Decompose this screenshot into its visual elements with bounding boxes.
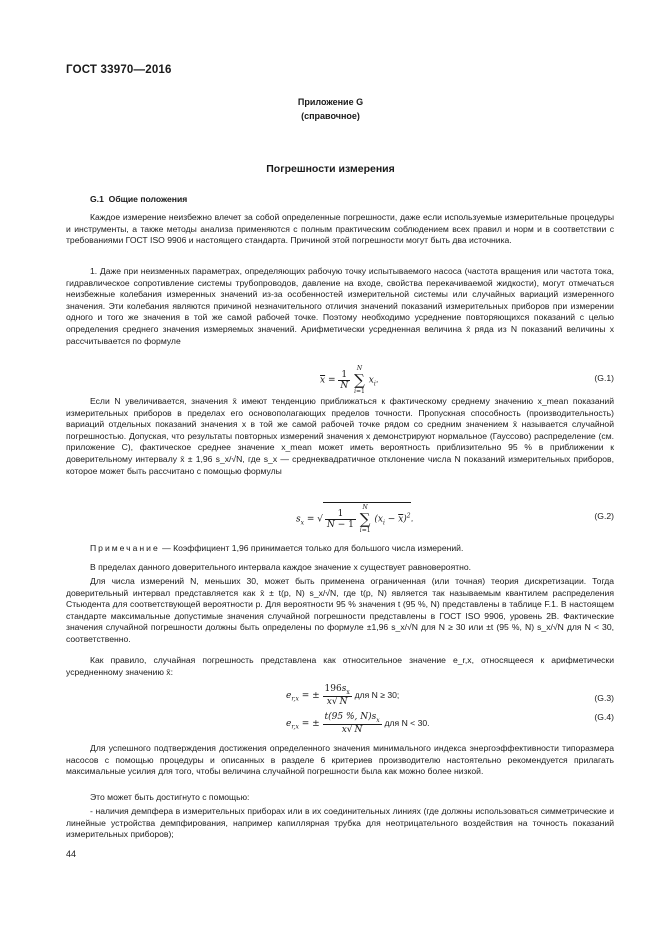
- equation-g1: [66, 364, 614, 394]
- equation-g2: [66, 500, 614, 536]
- formula-relative-error-large-n: $e_{r,x}$ = ± $\frac{196s_x}{\overline{x}√ N}$ для N ≥ 30;: [286, 684, 400, 707]
- formula-std-deviation: $s_x$ = √ $\frac{1}{N - 1}$ N ∑ i=1 $(x_i - \overline{x})^2$.: [296, 504, 414, 534]
- paragraph-intro: Каждое измерение неизбежно влечет за собой определенные погрешности, даже если используемые измерительные процедуры и инструменты, а также методы анализа применяются с полным практическим соблюдением всех правил и норм и в соответствии с требованиями ГОСТ ISO 9906 и настоящего стандарта. Причиной этой погрешности могут быть два источника.: [66, 212, 614, 246]
- document-title: Погрешности измерения: [266, 163, 395, 175]
- paragraph-1: 1. Даже при неизменных параметрах, определяющих рабочую точку испытываемого насоса (частота вращения или частота тока, гидравлическое сопротивление системы трубопроводов, давление на входе, свойства перекачиваемой жидкости), могут отмечаться неизбежные колебания измеренных значений из-за особенностей измерительной системы или случайных вариаций измеренного значения. Эти колебания являются причиной незначительного отличия значений показаний измерительных приборов при измерении одного и того же значения в той же самой рабочей точке. Поэтому необходимо усреднение повторяющихся показаний с целью определения среднего значения измеряемых значений. Арифметически усредненная величина x̄ ряда из N показаний величины x рассчитывается по формуле: [66, 266, 614, 346]
- equation-g4: [66, 712, 614, 742]
- equation-number-g3: (G.3): [594, 693, 614, 703]
- paragraph-6: Для успешного подтверждения достижения определенного значения минимального индекса энергоэффективности типоразмера насосов с помощью процедуры и описанных в разделе 6 критериев производителю настоятельно рекомендуется прилагать максимальные усилия для того, чтобы величина случайной погрешности была как можно более низкой.: [66, 743, 614, 777]
- note-label: Примечание: [90, 543, 160, 553]
- section-heading: [90, 194, 187, 204]
- equation-number-g2: (G.2): [594, 511, 614, 521]
- section-number: G.1: [90, 194, 104, 204]
- equation-number-g1: (G.1): [594, 373, 614, 383]
- formula-relative-error-small-n: $e_{r,x}$ = ± $\frac{t(95 \%, N)s_x}{\overline{x}√ N}$ для N < 30.: [286, 712, 430, 735]
- paragraph-7: Это может быть достигнуто с помощью:: [90, 792, 250, 802]
- paragraph-5: Как правило, случайная погрешность представлена как относительное значение e_r,x, относящееся к арифметически усредненному значению x̄:: [66, 655, 614, 677]
- annex-title: Приложение G: [297, 97, 364, 107]
- note: [66, 543, 614, 555]
- paragraph-3: В пределах данного доверительного интервала каждое значение x существует равновероятно.: [90, 562, 472, 572]
- condition-g4: для N < 30.: [384, 717, 430, 728]
- standard-header: ГОСТ 33970—2016: [66, 64, 172, 76]
- note-text: — Коэффициент 1,96 принимается только для большого числа измерений.: [162, 543, 464, 553]
- section-title: Общие положения: [108, 194, 188, 204]
- equation-g3: [66, 684, 614, 714]
- formula-mean: $\overline{x}$ = $\frac{1}{N}$ N ∑ i=1 $x_i$.: [320, 365, 379, 395]
- paragraph-4: Для числа измерений N, меньших 30, может быть применена ограниченная (или точная) теория дискретизации. Тогда доверительный интервал представляется как x̄ ± t(p, N) s_x/√N, где t(p, N) является так называемым квантилем распределения Стьюдента для соответствующей вероятности p. Для вероятности 95 % значения t (95 %, N) представлены в таблице F.1. В настоящем стандарте максимальные допустимые значения случайной погрешности представлены в ГОСТ ISO 9906, уровень 2В. Фактические значения случайной погрешности должны быть определены по формуле ±1,96 s_x/√N для N ≥ 30 или ±t (95 %, N) s_x/√N для N < 30, соответственно.: [66, 576, 614, 644]
- paragraph-2: Если N увеличивается, значения x̄ имеют тенденцию приближаться к фактическому среднему значению x_mean показаний измерительных приборов в пределах его основополагающих пределов точности. Пропускная способность (производительность) вариаций отдельных показаний значения x в той же самой рабочей точке рядом со средним значением x̄ называется случайной погрешностью. Допуская, что результаты повторных измерений значения x демонстрируют нормальное (Гауссово) распределение (см. приложение С), фактическое среднее значение x_mean может иметь вероятность приблизительно 95 % в приближении к доверительному интервалу x̄ ± 1,96 s_x/√N, где s_x — среднеквадратичное отклонение числа N показаний измерительных приборов, которое может быть рассчитано с помощью формулы: [66, 396, 614, 476]
- page-number: 44: [66, 849, 77, 859]
- paragraph-8: - наличия демпфера в измерительных приборах или в их соединительных линиях (где должны использоваться симметрические и линейные устройства демпфирования, например капиллярная трубка для неотрицательного воздействия на точность показаний измерительных приборов);: [66, 806, 614, 840]
- annex-status: (справочное): [301, 111, 360, 121]
- equation-number-g4: (G.4): [594, 712, 614, 722]
- condition-g3: для N ≥ 30;: [354, 689, 400, 700]
